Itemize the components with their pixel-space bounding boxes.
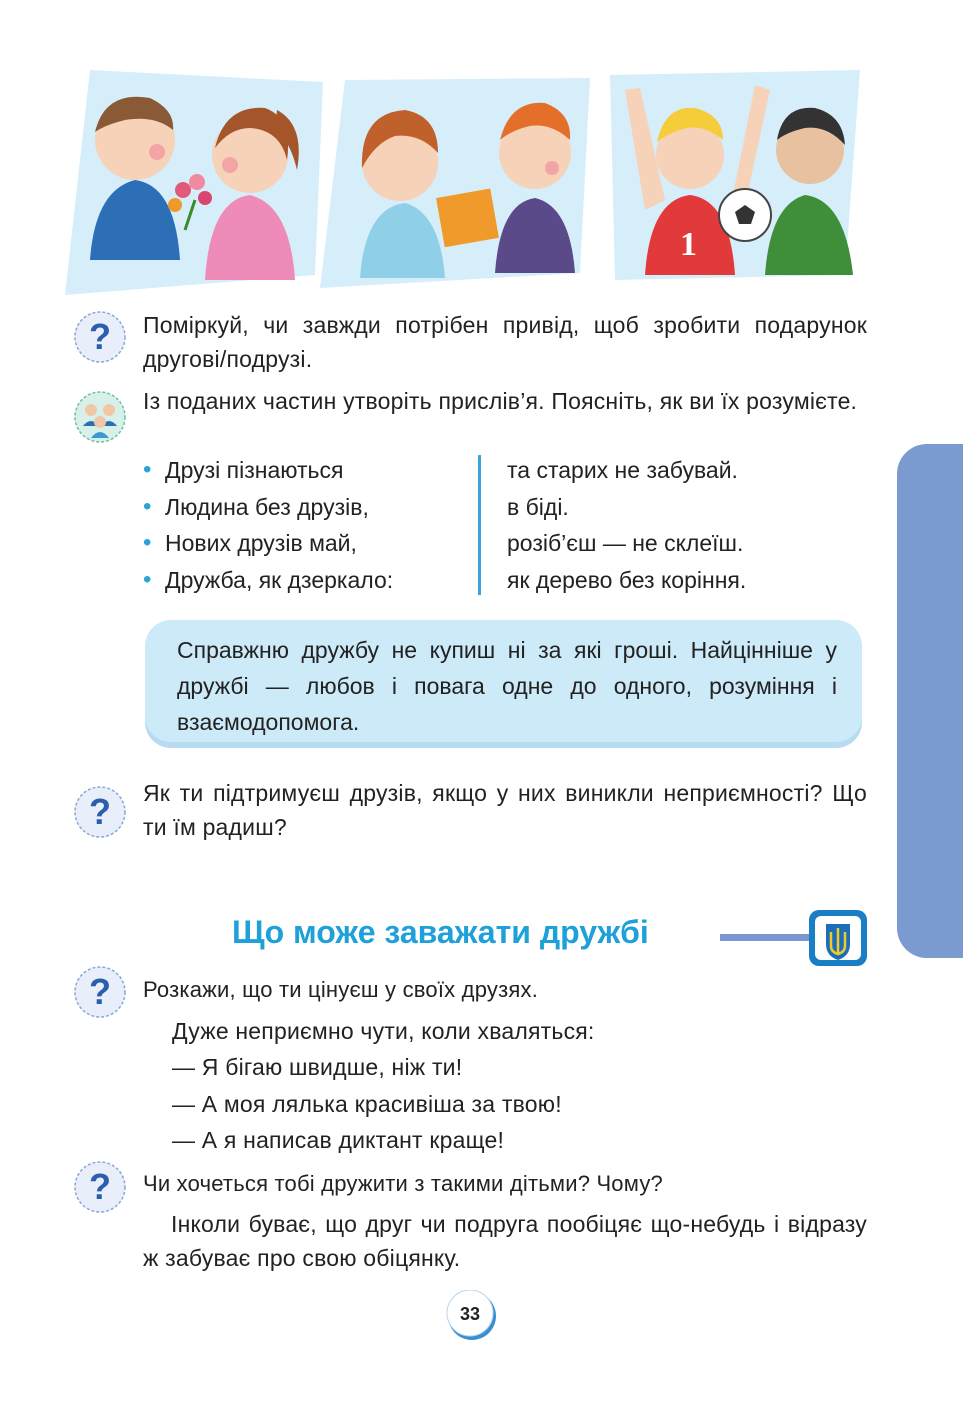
proverb-part: розіб’єш — не склеїш. — [507, 530, 744, 556]
illustration-ball — [605, 70, 863, 285]
key-idea-box — [145, 620, 862, 748]
closing-paragraph: Інколи буває, що друг чи подруга пообіцяє що-небудь і відразу ж забуває про свою обіцянку. — [143, 1211, 867, 1271]
illustration-flowers — [65, 70, 323, 295]
column-divider — [478, 455, 481, 595]
question-icon — [73, 1160, 127, 1214]
page-number-badge — [446, 1290, 500, 1344]
svg-text:1: 1 — [680, 226, 697, 263]
proverb-part: • Людина без друзів, — [143, 489, 473, 526]
svg-text:?: ? — [89, 316, 111, 357]
illustration-book — [320, 78, 598, 288]
question-icon — [73, 965, 127, 1019]
task-text: Із поданих частин утворіть прислів’я. Поясніть, як ви їх розумієте. — [143, 388, 858, 414]
question-icon — [73, 785, 127, 839]
dialog-line: — Я бігаю швидше, ніж ти! — [172, 1054, 463, 1080]
proverb-part: як дерево без коріння. — [507, 566, 747, 593]
question-text: Поміркуй, чи завжди потрібен привід, щоб зробити подарунок другові/подрузі. — [143, 312, 867, 372]
heading-rule — [720, 934, 815, 941]
chapter-side-tab — [897, 444, 963, 958]
dialog-line: — А моя лялька красивіша за твою! — [172, 1091, 562, 1117]
page-number: 33 — [459, 1304, 481, 1324]
svg-text:?: ? — [89, 791, 111, 832]
proverb-part: • Друзі пізнаються — [143, 452, 473, 489]
proverb-beginnings — [143, 452, 473, 598]
dialog-intro: Дуже неприємно чути, коли хваляться: — [172, 1018, 595, 1044]
proverb-part: • Дружба, як дзеркало: — [143, 562, 473, 599]
key-idea-text: Справжню дружбу не купиш ні за які гроші. Найцінніше у дружбі — любов і повага одне до одного, розуміння і взаємодопомога. — [177, 637, 837, 735]
svg-text:?: ? — [89, 1166, 111, 1207]
svg-text:?: ? — [89, 971, 111, 1012]
question-icon — [73, 310, 127, 364]
question-text: Чи хочеться тобі дружити з такими дітьми? Чому? — [143, 1171, 663, 1196]
proverb-endings — [507, 452, 887, 598]
question-text: Розкажи, що ти цінуєш у своїх друзях. — [143, 977, 539, 1002]
section-title: Що може заважати дружбі — [232, 914, 649, 950]
proverb-part: • Нових друзів май, — [143, 525, 473, 562]
question-text: Як ти підтримуєш друзів, якщо у них виникли неприємності? Що ти їм радиш? — [143, 780, 867, 840]
proverb-part: та старих не забувай. — [507, 457, 738, 483]
trident-emblem-icon — [809, 910, 867, 966]
group-work-icon — [73, 390, 127, 444]
dialog-line: — А я написав диктант краще! — [172, 1127, 505, 1153]
proverb-part: в біді. — [507, 493, 569, 520]
